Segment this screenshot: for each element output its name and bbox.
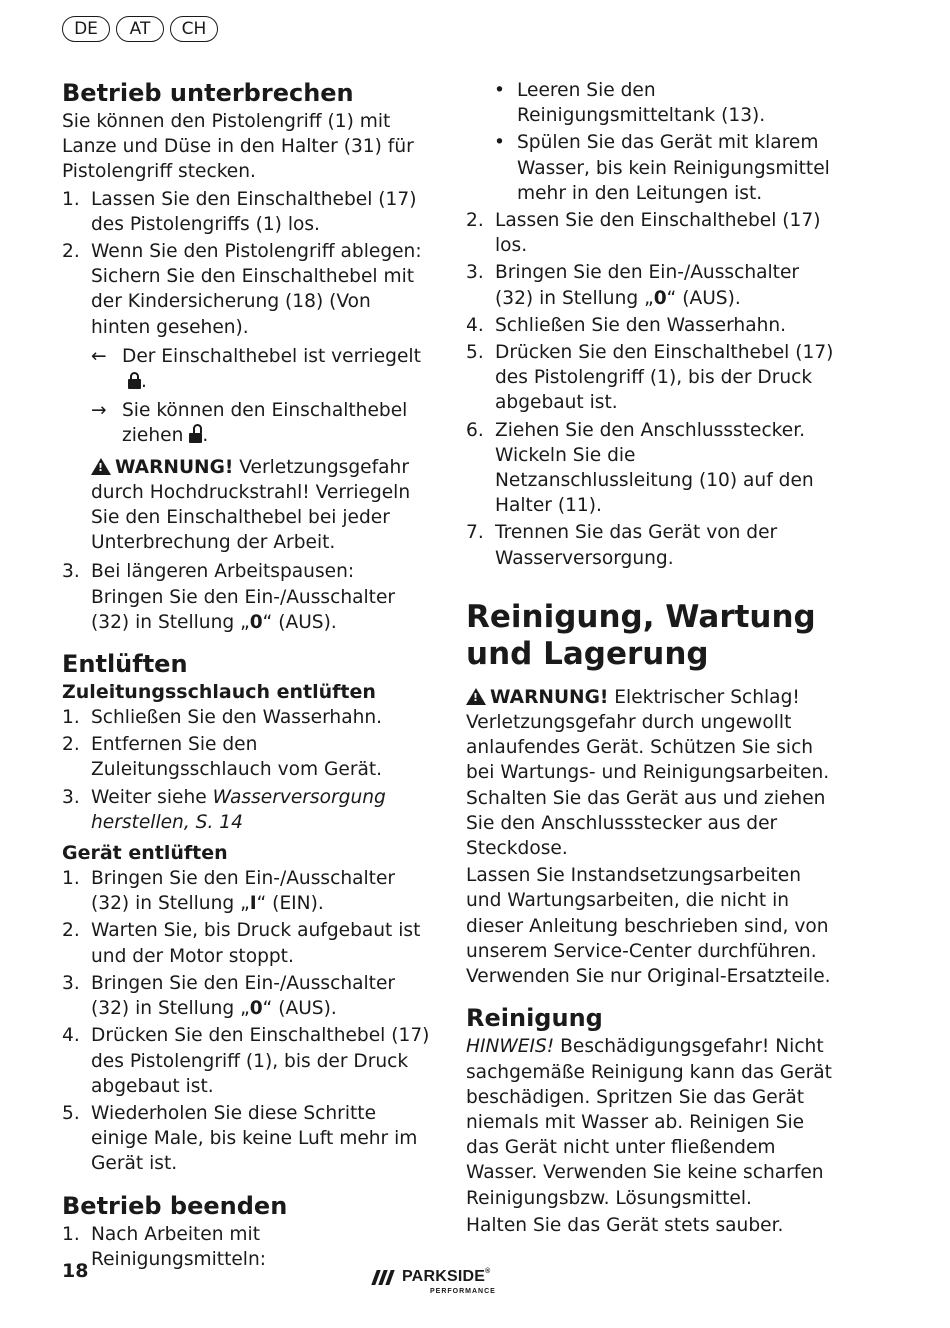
result-locked: ← Der Einschalthebel ist verriegelt . [91,344,430,394]
brand-name: PARKSIDE [402,1268,486,1285]
list-item: 6. Ziehen Sie den Anschlussstecker. Wickeln Sie die Netzanschlussleitung (10) auf den Halter (11). [466,419,814,517]
warning-electric: !WARNUNG! Elektrischer Schlag! Verletzungsgefahr durch ungewollt anlaufendes Gerät. Schützen Sie sich bei Wartungs- und Reinigungsarbeiten. Schalten Sie das Gerät aus und ziehen Sie den Anschlussstecker aus der Steckdose. [466,685,836,861]
heading-betrieb-unterbrechen: Betrieb unterbrechen [62,79,354,107]
list-item: 1. Nach Arbeiten mit Reinigungsmitteln: [62,1223,267,1270]
end-steps-continued [466,208,836,571]
list-item: • Leeren Sie den Reinigungsmitteltank (13). [494,80,766,127]
language-badge-at: AT [116,16,164,42]
warning-pressure: !WARNUNG! Verletzungsgefahr durch Hochdruckstrahl! Verriegeln Sie den Einschalthebel bei jeder Unterbrechung der Arbeit. [91,455,430,556]
list-item: 1. Schließen Sie den Wasserhahn. [62,707,383,729]
subheading-zuleitungsschlauch: Zuleitungsschlauch entlüften [62,681,376,704]
page-number: 18 [62,1260,89,1282]
keep-clean-text: Halten Sie das Gerät stets sauber. [466,1214,784,1236]
list-item: 3. Weiter siehe Wasserversorgung herstellen, S. 14 [62,786,386,833]
language-badges [62,16,218,42]
list-item: 2. Warten Sie, bis Druck aufgebaut ist und der Motor stoppt. [62,920,421,967]
right-column [466,78,836,1240]
list-item: • Spülen Sie das Gerät mit klarem Wasser, bis kein Reinigungsmittel mehr in den Leitungen ist. [494,132,830,204]
registered-mark: ® [485,1268,491,1275]
heading-entlueften: Entlüften [62,650,188,679]
list-item: 4. Drücken Sie den Einschalthebel (17) des Pistolengriff (1), bis der Druck abgebaut ist. [62,1025,430,1097]
left-column [62,78,430,1274]
parkside-logo [374,1268,524,1302]
list-item: 3. Bei längeren Arbeitspausen: Bringen Sie den Ein-/Ausschalter (32) in Stellung „0“ (AUS). [62,561,396,633]
list-item: 7. Trennen Sie das Gerät von der Wasserversorgung. [466,522,778,569]
brand-stripes-icon [374,1270,392,1285]
list-item: 3. Bringen Sie den Ein-/Ausschalter (32) in Stellung „0“ (AUS). [62,972,396,1020]
list-item: 2. Lassen Sie den Einschalthebel (17) los. [466,210,821,257]
heading-betrieb-beenden: Betrieb beenden [62,1191,288,1220]
list-item: 4. Schließen Sie den Wasserhahn. [466,314,787,336]
end-steps [62,1222,430,1272]
warning-triangle-icon [466,688,486,705]
list-item: 5. Wiederholen Sie diese Schritte einige Male, bis keine Luft mehr im Gerät ist. [62,1102,418,1175]
warning-triangle-icon [91,458,111,475]
list-item: 2. Entfernen Sie den Zuleitungsschlauch vom Gerät. [62,734,383,781]
list-item: 1. Bringen Sie den Ein-/Ausschalter (32) in Stellung „I“ (EIN). [62,868,396,915]
interrupt-intro: Sie können den Pistolengriff (1) mit Lanze und Düse in den Halter (31) für Pistolengriff stecken. [62,111,414,183]
interrupt-steps [62,187,430,635]
cross-reference: Wasserversorgung herstellen, S. 14 [91,786,386,833]
cleaning-hint: HINWEIS! Beschädigungsgefahr! Nicht sachgemäße Reinigung kann das Gerät beschädigen. Spritzen Sie das Gerät niemals mit Wasser ab. Reinigen Sie das Gerät nicht unter fließendem Wasser. Verwenden Sie keine scharfen Reinigungsbzw. Lösungsmittel. [466,1036,832,1209]
hose-vent-steps [62,705,430,835]
list-item: 3. Bringen Sie den Ein-/Ausschalter (32) in Stellung „0“ (AUS). [466,262,800,309]
lock-open-icon [189,426,202,443]
heading-reinigung: Reinigung [466,1004,603,1033]
list-item: 1. Lassen Sie den Einschalthebel (17) des Pistolengriffs (1) los. [62,188,417,235]
arrow-left-icon: ← [91,345,107,367]
service-text: Lassen Sie Instandsetzungsarbeiten und Wartungsarbeiten, die nicht in dieser Anleitung beschrieben sind, von unserem Service-Center durchführen. Verwenden Sie nur Original-Ersatzteile. [466,865,831,988]
list-item: 5. Drücken Sie den Einschalthebel (17) des Pistolengriff (1), bis der Druck abgebaut ist. [466,342,834,414]
language-badge-ch: CH [170,16,218,42]
arrow-right-icon: → [91,400,107,422]
heading-reinigung-wartung-lagerung: Reinigung, Wartung und Lagerung [466,598,816,672]
subheading-geraet-entlueften: Gerät entlüften [62,842,228,865]
list-item: 2. Wenn Sie den Pistolengriff ablegen: Sichern Sie den Einschalthebel mit der Kindersicherung (18) (Von hinten gesehen). ← Der Einschalthebel ist verriegelt . → Sie können den Einschalthebel ziehen . !WARNUNG! Verletzungsgefahr durch Hochdruckstrahl! Verriegeln Sie den Einschalthebel bei jeder Unterbrechung der Arbeit. [62,239,430,557]
cleaning-agent-bullets [466,78,836,206]
language-badge-de: DE [62,16,110,42]
brand-tagline: PERFORMANCE [430,1288,496,1295]
result-unlocked: → Sie können den Einschalthebel ziehen . [91,398,430,448]
lock-closed-icon [128,372,141,389]
device-vent-steps [62,866,430,1176]
